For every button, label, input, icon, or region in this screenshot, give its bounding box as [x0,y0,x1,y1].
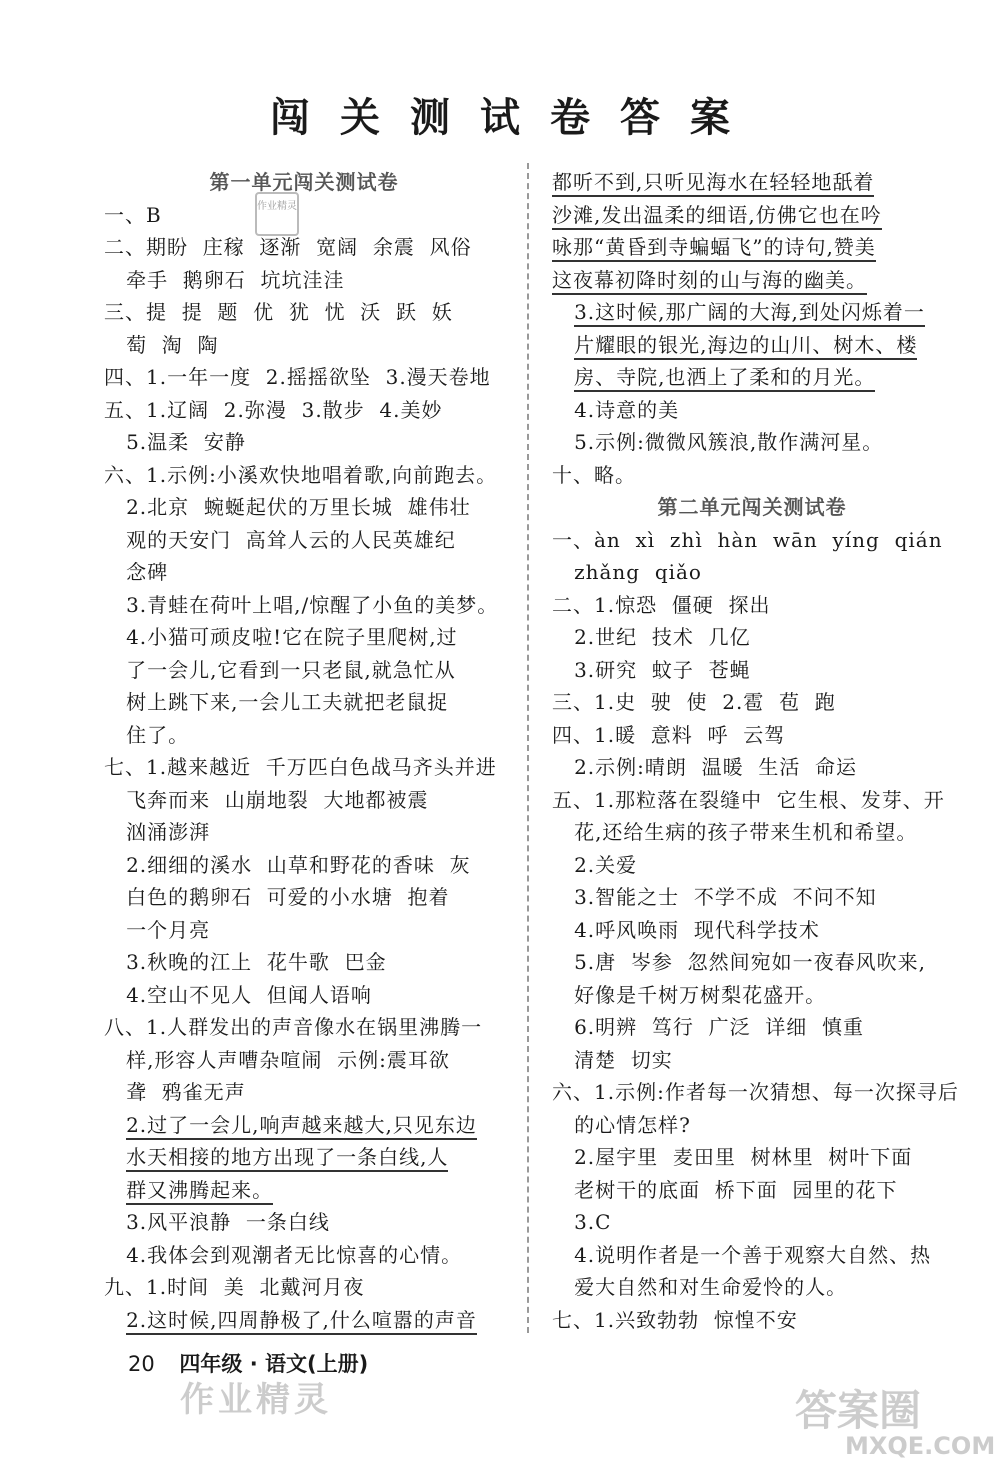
answer-line: 汹涌澎湃 [104,820,211,844]
answer-line: 4.我体会到观潮者无比惊喜的心情。 [104,1242,463,1267]
answer-line [104,1109,504,1142]
answer-line: 2.屋宇里 麦田里 树林里 树叶下面 [552,1145,913,1169]
answer-line: 清楚 切实 [552,1047,673,1072]
answer-line: 一个月亮 [104,917,211,942]
answer-line: 五、1.辽阔 2.弥漫 3.散步 4.美妙 [104,397,443,422]
answer-line: 5.示例:微微风簇浪,散作满河星。 [552,430,884,454]
answer-line: 四、1.一年一度 2.摇摇欲坠 3.漫天卷地 [104,365,491,389]
left-column [104,166,504,1336]
answer-line: 爱大自然和对生命爱怜的人。 [552,1275,848,1299]
answer-line: 观的天安门 高耸人云的人民英雄纪 [104,527,456,552]
answer-line: 一、àn xì zhì hàn wān yíng qián [552,527,943,552]
answer-line [552,361,952,394]
answer-line [552,231,952,264]
answer-line: 2.北京 蜿蜒起伏的万里长城 雄伟壮 [104,495,471,519]
answer-line: 3.C [552,1210,612,1234]
underlined-text: 水天相接的地方出现了一条白线,人 [126,1144,448,1172]
watermark-site: MXQE.COM [845,1432,996,1460]
answer-line: 5.唐 岑参 忽然间宛如一夜春风吹来, [552,950,926,974]
answer-line: 牵手 鹅卵石 坑坑洼洼 [104,267,345,292]
answer-line: 八、1.人群发出的声音像水在锅里沸腾一 [104,1015,483,1039]
answer-line [552,296,952,329]
answer-line: 白色的鹅卵石 可爱的小水塘 抱着 [104,885,450,909]
answer-line: 五、1.那粒落在裂缝中 它生根、发芽、开 [552,787,945,812]
answer-line: 4.诗意的美 [552,397,680,422]
answer-line: 念碑 [104,560,169,584]
section-heading: 第一单元闯关测试卷 [209,170,399,194]
answer-line: 九、1.时间 美 北戴河月夜 [104,1275,365,1299]
underlined-text: 2.这时候,四周静极了,什么喧嚣的声音 [126,1307,477,1335]
page-title: 闯关测试卷答案 [270,94,760,141]
answer-line: 的心情怎样? [552,1112,691,1137]
answer-line [104,1141,504,1174]
answer-line: 住了。 [104,722,190,747]
answer-line: 一、B [104,202,162,227]
answer-line: 聋 鸦雀无声 [104,1080,246,1104]
answer-line: 2.细细的溪水 山草和野花的香味 灰 [104,852,471,877]
answer-line: 三、提 提 题 优 犹 忧 沃 跃 妖 [104,300,453,324]
answer-line: 3.研究 蚊子 苍蝇 [552,657,751,682]
underlined-text: 片耀眼的银光,海边的山川、树木、楼 [574,332,917,360]
column-divider [527,163,529,1333]
answer-line: 4.说明作者是一个善于观察大自然、热 [552,1242,932,1267]
answer-line: 4.呼风唤雨 现代科学技术 [552,917,820,942]
underlined-text: 3.这时候,那广阔的大海,到处闪烁着一 [574,299,925,327]
answer-line: 3.青蛙在荷叶上唱,/惊醒了小鱼的美梦。 [104,592,499,617]
answer-line: 花,还给生病的孩子带来生机和希望。 [552,820,918,844]
answer-line: 3.秋晚的江上 花牛歌 巴金 [104,950,387,974]
underlined-text: 沙滩,发出温柔的细语,仿佛它也在吟 [552,202,882,230]
underlined-text: 咏那“黄昏到寺蝙蝠飞”的诗句,赞美 [552,234,876,262]
answer-line [552,329,952,362]
answer-line: 样,形容人声嘈杂喧闹 示例:震耳欲 [104,1047,450,1072]
answer-line [552,199,952,232]
answer-line: 二、期盼 庄稼 逐渐 宽阔 余震 风俗 [104,235,472,259]
watermark-text: 作业精灵 [180,1380,332,1420]
answer-line [104,1174,504,1207]
answer-line: 飞奔而来 山崩地裂 大地都被震 [104,787,429,812]
answer-line: 四、1.暖 意料 呼 云驾 [552,722,786,747]
answer-line: 老树干的底面 桥下面 园里的花下 [552,1177,898,1202]
answer-line: 2.示例:晴朗 温暖 生活 命运 [552,755,858,779]
answer-line: 二、1.惊恐 僵硬 探出 [552,592,771,617]
answer-line: 4.空山不见人 但闻人语响 [104,982,372,1007]
watermark-logo: 答案圈 [795,1386,922,1435]
answer-line: 3.风平浪静 一条白线 [104,1210,330,1234]
answer-line: 5.温柔 安静 [104,430,246,454]
answer-line [552,264,952,297]
right-column [552,166,959,1336]
answer-line: 三、1.史 驶 使 2.雹 苞 跑 [552,690,836,714]
answer-line: 萄 淘 陶 [104,332,219,357]
underlined-text: 这夜幕初降时刻的山与海的幽美。 [552,267,867,295]
underlined-text: 房、寺院,也洒上了柔和的月光。 [574,364,875,392]
book-info: 四年级 · 语文(上册) [179,1352,369,1376]
answer-line: 2.关爱 [552,852,638,877]
underlined-text: 2.过了一会儿,响声越来越大,只见东边 [126,1112,477,1140]
answer-line: 好像是千树万树梨花盛开。 [552,982,827,1007]
answer-line: 2.世纪 技术 几亿 [552,625,751,649]
underlined-text: 群又沸腾起来。 [126,1177,273,1205]
answer-line: 十、略。 [552,462,636,487]
answer-line: 4.小猫可顽皮啦!它在院子里爬树,过 [104,625,458,649]
section-heading: 第二单元闯关测试卷 [657,495,847,519]
answer-line [552,166,952,199]
answer-line: 七、1.越来越近 千万匹白色战马齐头并进 [104,755,497,779]
answer-line: 六、1.示例:作者每一次猜想、每一次探寻后 [552,1080,959,1104]
answer-line: 六、1.示例:小溪欢快地唱着歌,向前跑去。 [104,462,498,487]
answer-line [104,1304,504,1337]
answer-line: 了一会儿,它看到一只老鼠,就急忙从 [104,657,456,682]
watermark-stamp: 作业精灵 [255,192,299,236]
answer-line: 七、1.兴致勃勃 惊惶不安 [552,1307,798,1332]
answer-line: zhǎng qiǎo [552,560,702,584]
answer-line: 6.明辨 笃行 广泛 详细 慎重 [552,1015,865,1039]
answer-line: 3.智能之士 不学不成 不问不知 [552,885,877,909]
answer-line: 树上跳下来,一会儿工夫就把老鼠捉 [104,690,449,714]
underlined-text: 都听不到,只听见海水在轻轻地舐着 [552,169,874,197]
page-number: 20 [128,1352,155,1376]
